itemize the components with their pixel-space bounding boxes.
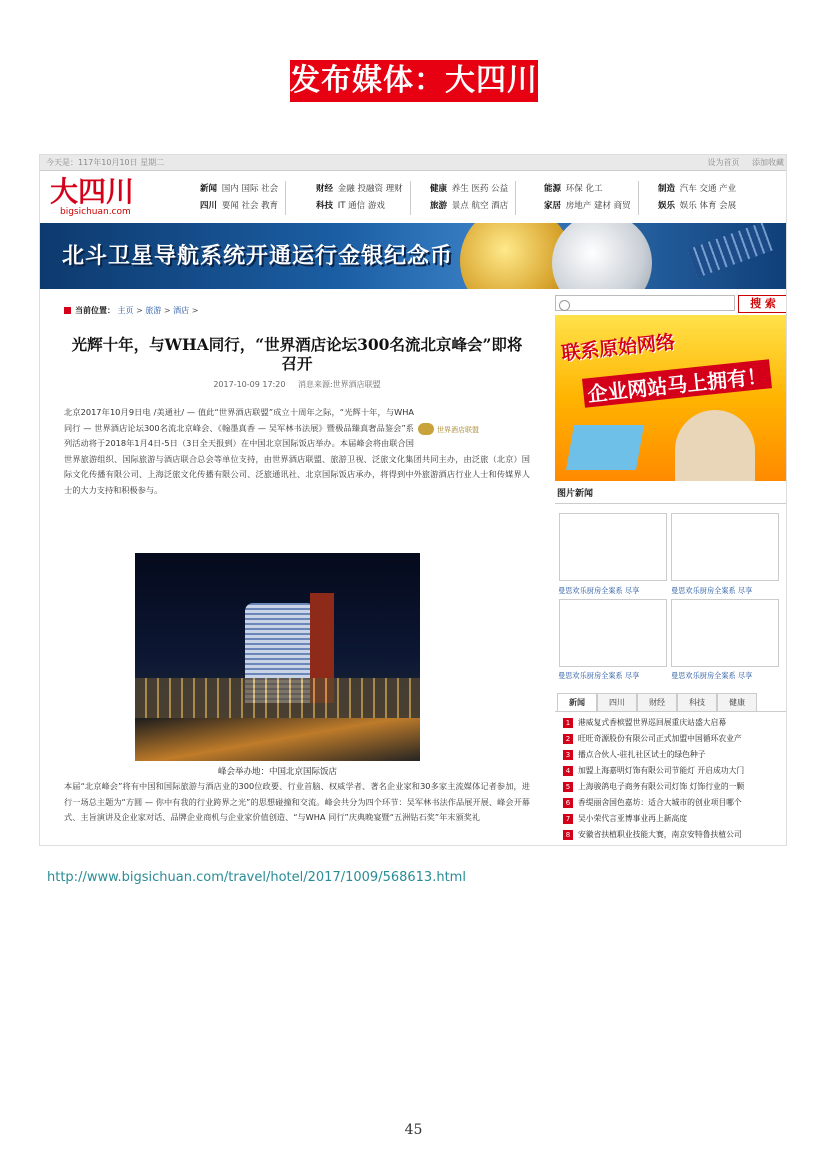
ad-banner[interactable] — [40, 223, 787, 289]
satellite-image — [687, 223, 772, 278]
nav-link[interactable]: 能源 — [544, 184, 562, 194]
add-favorite-link[interactable]: 添加收藏 — [752, 158, 784, 167]
nav-link[interactable]: 国内 — [221, 184, 239, 194]
list-item[interactable]: 5 上海骏鸽电子商务有限公司灯饰 灯饰行业的一颗 — [563, 779, 787, 795]
article-paragraph-1 — [64, 405, 530, 529]
photo-news-thumb[interactable] — [559, 513, 667, 581]
news-tabs — [555, 693, 787, 712]
rank-badge: 7 — [563, 814, 573, 824]
photo-news-caption[interactable]: 曼思欢乐厨房全案系 尽享 — [671, 586, 753, 595]
nav-link[interactable]: 会展 — [719, 201, 737, 211]
photo-news-thumb[interactable] — [671, 599, 779, 667]
search-input[interactable] — [555, 295, 735, 311]
nav-link[interactable]: 教育 — [261, 201, 279, 211]
photo-news-thumb[interactable] — [671, 513, 779, 581]
search-icon — [559, 300, 570, 311]
nav-link[interactable]: 交通 — [699, 184, 717, 194]
article-source: 消息来源:世界酒店联盟 — [297, 380, 381, 389]
photo-news-header — [555, 485, 787, 504]
rank-badge: 8 — [563, 830, 573, 840]
photo-news-caption[interactable]: 曼思欢乐厨房全案系 尽享 — [558, 671, 640, 680]
logo-domain: bigsichuan.com — [60, 207, 131, 217]
photo-news-caption[interactable]: 曼思欢乐厨房全案系 尽享 — [558, 586, 640, 595]
nav-link[interactable]: 制造 — [658, 184, 676, 194]
article-paragraph-1-text: 北京2017年10月9日电 /美通社/ — 值此“世界酒店联盟”成立十周年之际，“光辉十年，与WHA同行 — 世界酒店论坛300名流北京峰会、《翰墨真香 — 吴军林书法展》暨极品臻真奢品鉴会”系列活动将于2018年1月4日-5日（3日全天报到）在中国北京国际饭店举办。本届峰会将由联合国世界旅游组织、国际旅游与酒店联合总会等单位支持，由世界酒店联盟、旅游卫视、泛旅文化集团共同主办，由泛旅（北京）国际文化传播有限公司、上海泛旅文化传播有限公司、泛旅通讯社、北京国际饭店承办，将得到中外旅游酒店行业人士和传媒界人士的大力支持和积极参与。 — [64, 407, 530, 495]
ad-line-1: 联系原始网络 — [560, 331, 677, 365]
nav-link[interactable]: 理财 — [385, 184, 403, 194]
nav-group-finance — [316, 181, 403, 215]
nav-link[interactable]: 国际 — [241, 184, 259, 194]
nav-link[interactable]: 酒店 — [491, 201, 509, 211]
set-homepage-link[interactable]: 设为首页 — [707, 158, 740, 167]
nav-link[interactable]: 建材 — [593, 201, 611, 211]
breadcrumb — [64, 305, 198, 316]
rank-badge: 1 — [563, 718, 573, 728]
list-item[interactable]: 3 播点合伙人-驻扎社区试士的绿色种子 — [563, 747, 787, 763]
list-item[interactable]: 8 安徽省扶植职业技能大赛，南京安特鲁扶植公司 — [563, 827, 787, 843]
breadcrumb-home[interactable]: 主页 — [117, 306, 134, 315]
rank-badge: 6 — [563, 798, 573, 808]
list-item[interactable]: 2 旺旺奇源股份有限公司正式加盟中国循环农业产 — [563, 731, 787, 747]
nav-group-news — [200, 181, 278, 215]
road-lights — [135, 718, 420, 761]
sidebar-ad[interactable] — [555, 315, 787, 481]
nav-link[interactable]: 科技 — [316, 201, 334, 211]
article-paragraph-2: 本届“北京峰会”将有中国和国际旅游与酒店业的300位政要、行业首脑、权威学者、著名企业家和30多家主流媒体记者参加，进行一场总主题为“方圆 — 你中有我的行业跨界之光”的思想碰撞和交流。峰会共分为四个环节：吴军林书法作品展开展、峰会开幕式、主旨演讲及企业家对话、品牌企业商机与企业家价值创造、“与WHA 同行”庆典晚宴暨“五洲钻石奖”年末颁奖礼 — [64, 781, 530, 822]
nav-link[interactable]: 财经 — [316, 184, 334, 194]
search-area — [555, 295, 787, 311]
nav-group-energy — [544, 181, 631, 215]
list-item[interactable]: 4 加盟上海嘉明灯饰有限公司节能灯 开启成功大门 — [563, 763, 787, 779]
tab-finance[interactable]: 财经 — [637, 693, 677, 711]
breadcrumb-hotel[interactable]: 酒店 — [173, 306, 190, 315]
breadcrumb-sep: > — [191, 306, 199, 315]
nav-group-manufacturing — [658, 181, 736, 215]
nav-link[interactable]: 环保 — [565, 184, 583, 194]
nav-link[interactable]: 娱乐 — [658, 201, 676, 211]
list-item[interactable]: 6 香缇丽舍国色嘉坊：适合大城市的创业项目哪个 — [563, 795, 787, 811]
nav-link[interactable]: 景点 — [451, 201, 469, 211]
nav-link[interactable]: 投融资 — [357, 184, 383, 194]
ad-laptop-image — [566, 425, 644, 470]
city-lights — [135, 678, 420, 718]
publish-media-banner: 发布媒体：大四川 — [290, 60, 538, 102]
tab-sichuan[interactable]: 四川 — [597, 693, 637, 711]
breadcrumb-sep: > — [163, 306, 171, 315]
nav-link[interactable]: 健康 — [430, 184, 448, 194]
article-meta — [64, 379, 530, 390]
tab-health[interactable]: 健康 — [717, 693, 757, 711]
location-icon — [64, 307, 71, 314]
page-number: 45 — [404, 1122, 423, 1138]
photo-news-caption[interactable]: 曼思欢乐厨房全案系 尽享 — [671, 671, 753, 680]
website-screenshot — [39, 154, 787, 846]
nav-link[interactable]: 游戏 — [367, 201, 385, 211]
nav-link[interactable]: 社会 — [261, 184, 279, 194]
article-title: 光辉十年，与WHA同行，“世界酒店论坛300名流北京峰会”即将召开 — [71, 335, 523, 373]
date-text: 今天是：117年10月10日 星期二 — [46, 158, 165, 167]
silver-coin-image — [552, 223, 652, 289]
rank-badge: 4 — [563, 766, 573, 776]
source-url[interactable]: http://www.bigsichuan.com/travel/hotel/2017/1009/568613.html — [47, 870, 466, 885]
partner-logo-text: 世界酒店联盟 — [437, 426, 479, 434]
list-item[interactable]: 7 吴小荣代言亚博事业再上新高度 — [563, 811, 787, 827]
hotel-photo — [135, 553, 420, 761]
nav-link[interactable]: 要闻 — [221, 201, 239, 211]
top-bar — [40, 155, 787, 171]
article-date: 2017-10-09 17:20 — [213, 380, 286, 389]
photo-news-title: 图片新闻 — [557, 489, 594, 499]
nav-link[interactable]: 娱乐 — [679, 201, 697, 211]
nav-group-health — [430, 181, 508, 215]
news-list — [563, 715, 787, 843]
nav-link[interactable]: 房地产 — [565, 201, 592, 211]
nav-link[interactable]: 产业 — [719, 184, 737, 194]
rank-badge: 3 — [563, 750, 573, 760]
nav-link[interactable]: 医药 — [471, 184, 489, 194]
nav-link[interactable]: 养生 — [451, 184, 469, 194]
nav-link[interactable]: 通信 — [348, 201, 366, 211]
nav-link[interactable]: 家居 — [544, 201, 562, 211]
rank-badge: 2 — [563, 734, 573, 744]
nav-link[interactable]: 社会 — [241, 201, 259, 211]
nav-link[interactable]: 商贸 — [613, 201, 631, 211]
nav-link[interactable]: 旅游 — [430, 201, 448, 211]
nav-link[interactable]: 四川 — [200, 201, 218, 211]
rank-badge: 5 — [563, 782, 573, 792]
photo-caption: 峰会举办地：中国北京国际饭店 — [217, 767, 337, 777]
ad-banner-title: 北斗卫星导航系统开通运行金银纪念币 — [62, 244, 454, 269]
nav-link[interactable]: 航空 — [471, 201, 489, 211]
nav-link[interactable]: 体育 — [699, 201, 717, 211]
photo-news-thumb[interactable] — [559, 599, 667, 667]
nav-link[interactable]: 金融 — [337, 184, 355, 194]
tab-news[interactable]: 新闻 — [557, 693, 597, 711]
nav-link[interactable]: IT — [337, 201, 346, 211]
list-item[interactable]: 1 港威复式香槟盟世界巡回展重庆站盛大启幕 — [563, 715, 787, 731]
ad-line-2: 企业网站马上拥有！ — [582, 359, 772, 407]
site-logo[interactable] — [50, 177, 190, 217]
breadcrumb-travel[interactable]: 旅游 — [145, 306, 162, 315]
logo-text: 大四川 — [50, 175, 135, 208]
search-button[interactable]: 搜 索 — [738, 295, 787, 313]
tab-tech[interactable]: 科技 — [677, 693, 717, 711]
ad-person-image — [675, 410, 755, 481]
nav-link[interactable]: 新闻 — [200, 184, 218, 194]
nav-link[interactable]: 化工 — [585, 184, 603, 194]
breadcrumb-sep: > — [136, 306, 143, 315]
nav-link[interactable]: 汽车 — [679, 184, 697, 194]
nav-link[interactable]: 公益 — [491, 184, 509, 194]
breadcrumb-label: 当前位置： — [75, 306, 115, 315]
